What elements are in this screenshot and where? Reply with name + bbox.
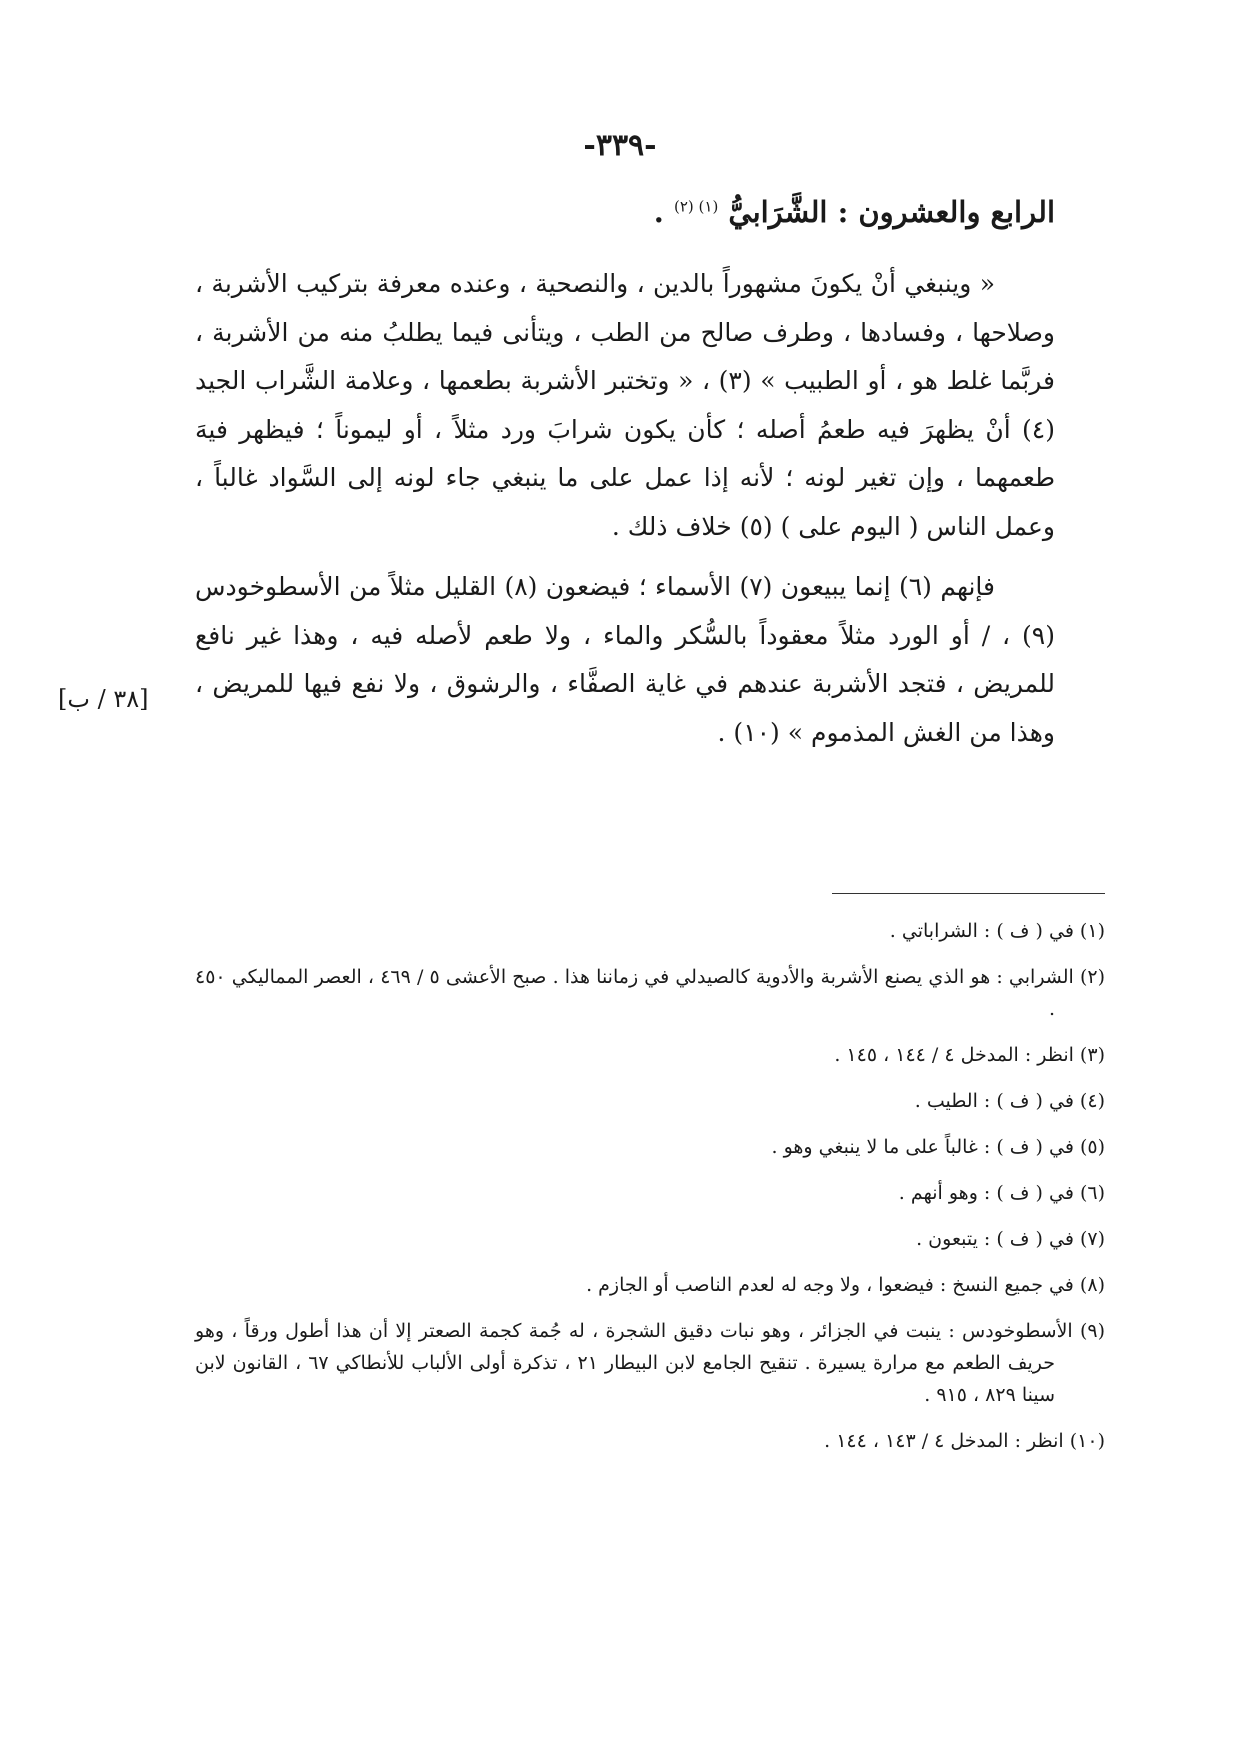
footnote-6: (٦) في ( ف ) : وهو أنهم . <box>898 1182 1105 1204</box>
heading-end: . <box>653 195 664 229</box>
footnote-7: (٧) في ( ف ) : يتبعون . <box>916 1228 1105 1250</box>
footnote-separator <box>832 893 1105 894</box>
main-text <box>195 190 1055 769</box>
heading-footnote-refs: (١) (٢) <box>673 197 719 216</box>
footnote-5: (٥) في ( ف ) : غالباً على ما لا ينبغي وهو . <box>771 1136 1105 1158</box>
paragraph-1: « وينبغي أنْ يكونَ مشهوراً بالدين ، والنصحية ، وعنده معرفة بتركيب الأشربة ، وصلاحها ، وفسادها ، وطرف صالح من الطب ، ويتأنى فيما يطلبُ منه من الأشربة ، فربَّما غلط هو ، أو الطبيب » (٣) ، « وتختبر الأشربة بطعمها ، وعلامة الشَّراب الجيد (٤) أنْ يظهرَ فيه طعمُ أصله ؛ كأن يكون شرابَ ورد مثلاً ، أو ليموناً ؛ فيظهر فيهَ طعمهما ، وإن تغير لونه ؛ لأنه إذا عمل على ما ينبغي جاء لونه إلى السَّواد غالباً ، وعمل الناس ( اليوم على ) (٥) خلاف ذلك . <box>195 269 1055 541</box>
heading-text: الرابع والعشرون : الشَّرَابيُّ <box>728 195 1055 229</box>
page-number: -٣٣٩- <box>583 128 657 163</box>
footnotes <box>195 915 1105 1471</box>
paragraph-2: فإنهم (٦) إنما يبيعون (٧) الأسماء ؛ فيضعون (٨) القليل مثلاً من الأسطوخودس (٩) ، / أو الورد مثلاً معقوداً بالسُّكر والماء ، ولا طعم لأصله فيه ، وهذا غير نافع للمريض ، فتجد الأشربة عندهم في غاية الصفَّاء ، والرشوق ، ولا نفع فيها للمريض ، وهذا من الغش المذموم » (١٠) . <box>195 572 1055 747</box>
footnote-9: (٩) الأسطوخودس : ينبت في الجزائر ، وهو نبات دقيق الشجرة ، له جُمة كجمة الصعتر إلا أن هذا أطول ورقاً ، وهو حريف الطعم مع مرارة يسيرة . تنقيح الجامع لابن البيطار ٢١ ، تذكرة أولى الألباب للأنطاكي ٦٧ ، القانون لابن سينا ٨٢٩ ، ٩١٥ . <box>195 1320 1105 1406</box>
footnote-1: (١) في ( ف ) : الشراباتي . <box>889 920 1105 942</box>
footnote-10: (١٠) انظر : المدخل ٤ / ١٤٣ ، ١٤٤ . <box>824 1430 1105 1452</box>
footnote-4: (٤) في ( ف ) : الطيب . <box>914 1090 1105 1112</box>
section-heading <box>195 190 1055 234</box>
manuscript-folio-marker: [٣٨ / ب] <box>58 685 149 713</box>
footnote-2: (٢) الشرابي : هو الذي يصنع الأشربة والأدوية كالصيدلي في زماننا هذا . صبح الأعشى ٥ / ٤٦٩ ، العصر المماليكي ٤٥٠ . <box>195 966 1106 1020</box>
footnote-3: (٣) انظر : المدخل ٤ / ١٤٤ ، ١٤٥ . <box>834 1044 1105 1066</box>
footnote-8: (٨) في جميع النسخ : فيضعوا ، ولا وجه له لعدم الناصب أو الجازم . <box>586 1274 1105 1296</box>
